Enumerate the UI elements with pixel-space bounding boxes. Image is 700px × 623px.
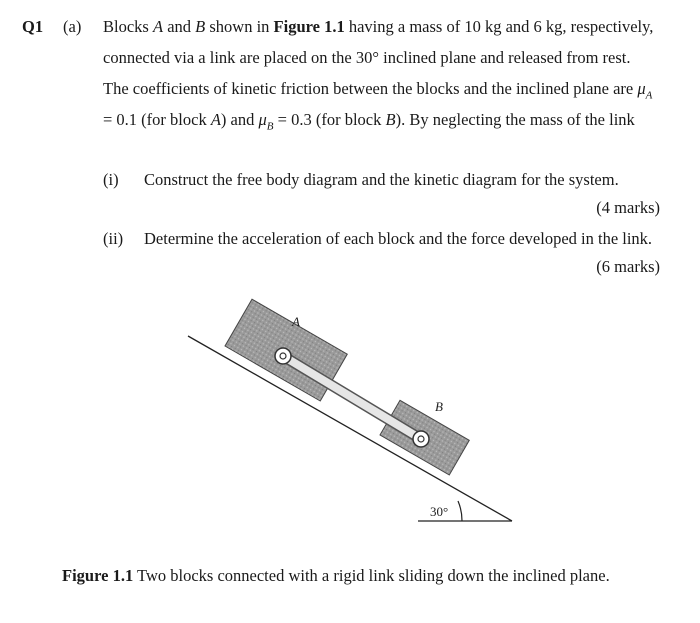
block-a-label: A [292, 314, 300, 329]
intro-line-1: Blocks A and B shown in Figure 1.1 having a mass of 10 kg and 6 kg, respectively, [103, 17, 654, 36]
angle-label: 30° [430, 504, 449, 519]
pin-a [275, 348, 291, 364]
inclined-plane [188, 336, 512, 521]
part-label: (a) [63, 17, 82, 36]
subpart-i-label: (i) [103, 170, 119, 189]
subpart-i-text: Construct the free body diagram and the kinetic diagram for the system. [144, 170, 619, 189]
figure-caption: Figure 1.1 Two blocks connected with a rigid link sliding down the inclined plane. [62, 566, 610, 585]
intro-line-4: = 0.1 (for block A) and $\mu_B = 0.3$ (for block B). By neglecting the mass of the link [103, 110, 635, 133]
block-b-label: B [435, 399, 443, 414]
subpart-ii-label: (ii) [103, 229, 124, 248]
intro-line-3: The coefficients of kinetic friction between the blocks and the inclined plane are $\mu_A$ [103, 79, 653, 102]
subpart-ii-text: Determine the acceleration of each block and the force developed in the link. [144, 229, 653, 248]
subpart-i-marks: (4 marks) [596, 198, 660, 217]
subpart-ii-marks: (6 marks) [596, 257, 660, 276]
intro-line-2: connected via a link are placed on the 30° inclined plane and released from rest. [103, 48, 631, 67]
angle-arc [458, 501, 462, 521]
question-number: Q1 [22, 17, 44, 36]
pin-b [413, 431, 429, 447]
